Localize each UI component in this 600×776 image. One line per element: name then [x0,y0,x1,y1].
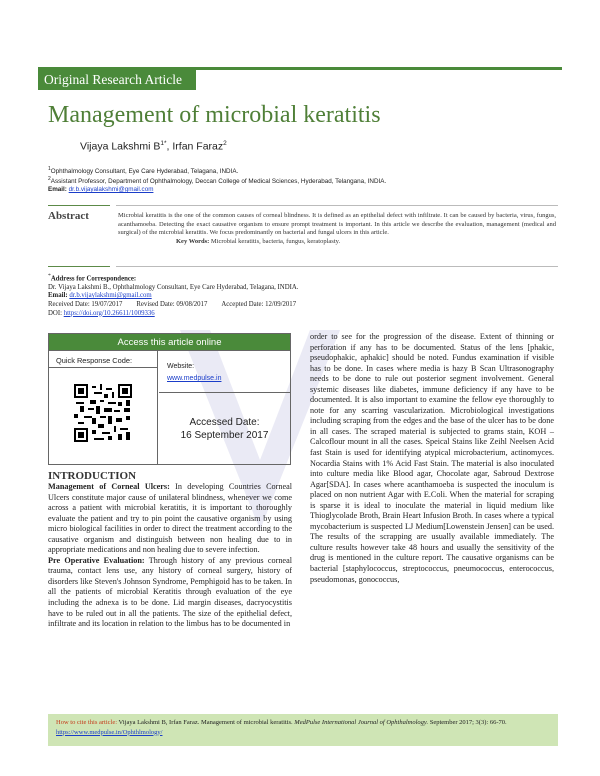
abstract-heading: Abstract [48,210,89,222]
correspondence-email-label: Email: [48,292,68,300]
website-cell [159,351,290,393]
correspondence-label: Address for Correspondence: [50,275,137,283]
intro-paragraph-2 [48,556,292,630]
correspondence-address: Dr. Vijaya Lakshmi B., Ophthalmology Consultant, Eye Care Hyderabad, Telagana, INDIA. [48,283,299,291]
accessed-date: 16 September 2017 [180,430,269,441]
affiliation-email [48,186,153,193]
website-link[interactable]: www.medpulse.in [167,375,222,382]
right-column-text: order to see for the progression of the disease. Extent of thinning or perforation if any has to be documented. Status of the lens [phakic, pseudophakic, aphakic] should be noted. Fundus examination if visible has to be done. In cases where media is hazy B Scan Ultrasonography needs to be done to rule out posterior segment involvement. General systemic diseases like diabetes, immune deficiency if any have to be documented. It is also important to examine the fellow eye thoroughly to note for any scarring vascularization. Microbiological investigations including scraping from the edges and the base of the ulcer has to be done in all cases. The scraped material is subjected to grams stain, KOH – Calcoflour mount in all the cases. Speical Stains like Zeihl Neelsen Acid fast Stain is used for identifying atypical microbacterium, actinomyces. Nocardia Stains with 1% Acid Fast Stain. The material is also inoculated into culture media like Blood agar, Chocolate agar, Sabroud Dextrose Agar[SDA]. In cases where acanthamoeba is suspected the inoculum is placed on non nutrient Agar with E.Coli. When the material for scraping is sparse it is ideal to inoculate the material in liquid medium like Thioglycolade Broth, Brain Heart Infusion Broth. In cases where a typical mycobacterium is suspected LJ Medium[Lowenstein Jensen] can be used. The results of the scrapping are usually available immediately. The culture results however take 48 hours and usually the sensitivity of the drug is mentioned in the culture report. The causative organisms can be bacterial [staphylococcus, streptococcus, pneumococcus, enterococcus, pseudomonas, gonococcus, [310,332,554,584]
article-type-badge: Original Research Article [38,70,196,90]
affiliation-2-sup: 2 [48,176,51,182]
author-1: Vijaya Lakshmi B [80,140,161,153]
affiliation-2 [48,176,386,185]
keywords-label: Key Words: [176,238,210,246]
accessed-date-cell [159,394,290,465]
affiliation-2-text: Assistant Professor, Department of Ophthalmology, Deccan College of Medical Sciences, Hyderabad, Telangana, INDIA. [50,178,387,186]
abstract-body [118,212,556,247]
left-column [48,482,292,630]
keywords-text: Microbial keratitis, bacteria, fungus, keratoplasty. [210,238,341,246]
access-online-box [48,333,291,465]
affiliation-1-sup: 1 [48,166,51,172]
received-date: Received Date: 19/07/2017 [48,301,123,309]
intro-p2-label: Pre Operative Evaluation: [48,555,145,565]
citation-footer [48,714,558,746]
right-column [310,332,554,585]
accessed-label: Accessed Date: [189,417,260,428]
author-separator: , [166,140,173,153]
article-title: Management of microbial keratitis [48,102,381,128]
intro-p2-text: Through history of any previous corneal trauma, contact lens use, any history of corneal surgery, history of disorders like Steven's Johnson Syndrome, Pemphigoid has to be taken. In all the patients of microbial Keratitis through evaluation of the eye including the adnexa is to be done. Lid margin diseases, dacryocystitis have to be ruled out in all the patients. The size of the epithelial defect, infiltrate and its location in relation to the limbus has to be documented in [48,555,292,629]
intro-p1-label: Management of Corneal Ulcers: [48,482,170,491]
author-1-sup: 1* [160,140,167,147]
journal-name: MedPulse International Journal of Ophthalmology. [294,719,429,726]
accepted-date: Accepted Date: 12/09/2017 [221,301,297,309]
correspondence-sup: * [48,273,51,279]
howto-label: How to cite this article: [56,719,118,726]
revised-date: Revised Date: 09/08/2017 [136,301,208,309]
affiliation-1-text: Ophthalmology Consultant, Eye Care Hyderabad, Telagana, INDIA. [50,168,239,176]
qr-label: Quick Response Code: [49,351,157,368]
abstract-end-rule-long [116,266,558,267]
author-line [80,140,227,153]
affiliation-email-link[interactable]: dr.b.vijayalakshmi@gmail.com [68,186,154,193]
keywords [176,238,556,247]
citation-issue: September 2017; 3(3): 66-70. [428,719,507,726]
affiliation-1 [48,166,238,175]
abstract-rule-long [116,205,558,206]
intro-paragraph-1 [48,482,292,556]
correspondence-email-link[interactable]: dr.b.vijaylakshmi@gmail.com [69,292,152,300]
email-label: Email: [48,186,67,193]
website-label: Website: [167,363,195,370]
doi-link[interactable]: https://doi.org/10.26611/1009336 [63,309,155,317]
doi-label: DOI: [48,309,62,317]
author-2-sup: 2 [223,140,227,147]
access-box-heading: Access this article online [49,334,290,351]
abstract-end-rule-short [48,266,110,267]
abstract-text: Microbial keratitis is the one of the common causes of corneal blindness. It is defined as an epithelial defect with infiltrate. It can be caused by bacteria, virus, fungus, acanthamoeba. Detecting the exact causative organism to ensure prompt treatment is important. In this article we describe the evaluation, management (medical and surgical) of the microbial keratitis. We focus predominantly on bacterial and fungal ulcers in this article. [118,212,556,237]
journal-url[interactable]: https://www.medpulse.in/Ophthlmology/ [56,728,163,736]
citation-text: Vijaya Lakshmi B, Irfan Faraz. Management of microbial keratitis. [117,719,295,726]
abstract-rule-short [48,205,110,206]
qr-code-icon[interactable] [74,384,132,442]
introduction-heading: INTRODUCTION [48,470,137,482]
intro-p1-text: In developing Countries Corneal Ulcers constitute major cause of unilateral blindness, whenever we come across a patient with microbial keratitis, it is important to thoroughly evaluate the patient and try to pin point the causative organism by using micro biological facilities in order to direct the treatment according to the causative organism and distinguish between non healing due to in appropriate medications and non healing due to severe infection. [48,482,292,555]
author-2: Irfan Faraz [172,140,224,153]
qr-cell [49,351,158,465]
